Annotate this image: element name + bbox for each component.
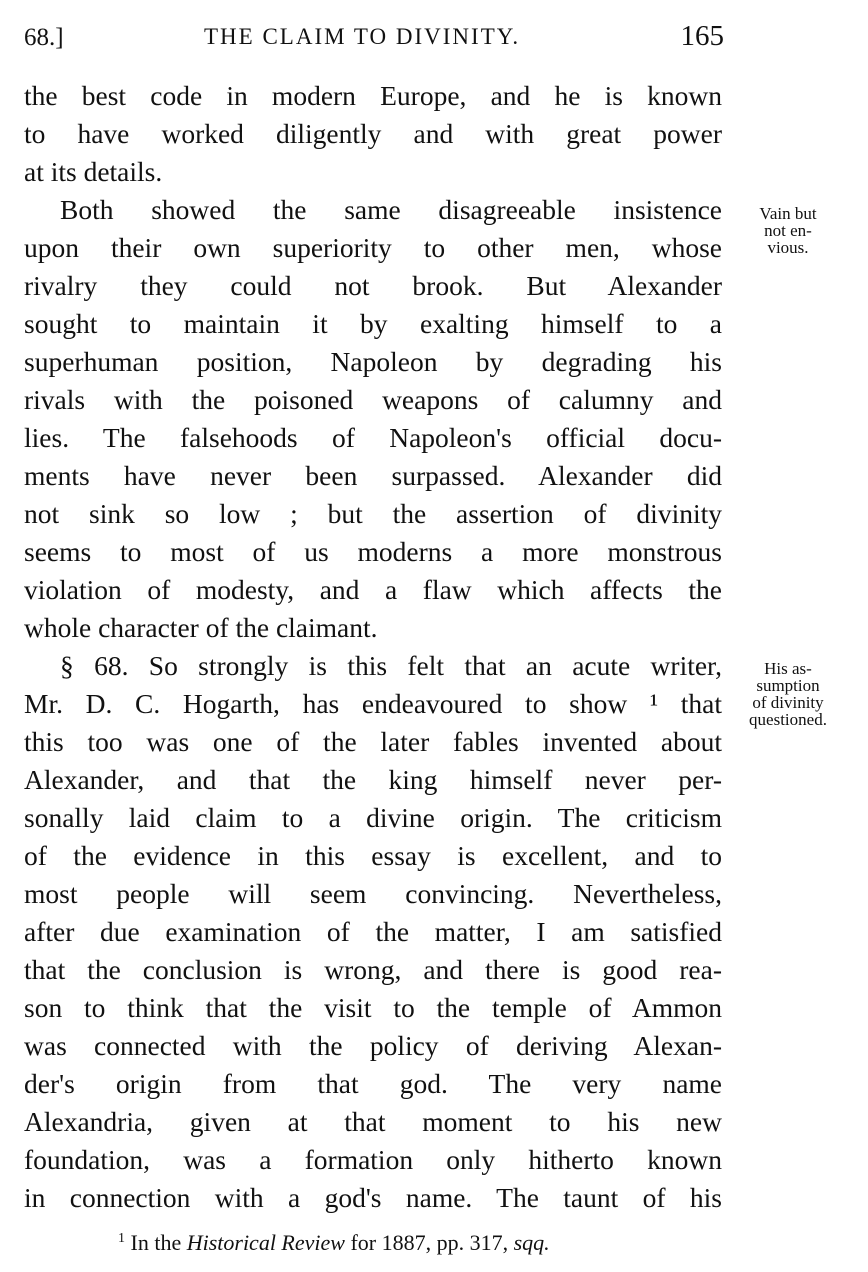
text-line: whole character of the claimant. [24, 612, 378, 643]
text-line: to have worked diligently and with great power [24, 118, 722, 149]
text-line: Alexander, and that the king himself never per- [24, 764, 722, 795]
text-line: the best code in modern Europe, and he is known [24, 80, 722, 111]
text-line: after due examination of the matter, I am satisfied [24, 916, 722, 947]
paragraph-start-line: Both showed the same disagreeable insistence [60, 194, 722, 225]
margin-note-line: of divinity [752, 693, 824, 712]
body-text [24, 77, 722, 1217]
text-line: at its details. [24, 156, 163, 187]
text-line: Alexandria, given at that moment to his new [24, 1106, 722, 1137]
text-line: son to think that the visit to the temple of Ammon [24, 992, 722, 1023]
footnote-prefix: In the [130, 1230, 187, 1255]
section-68-start-line: § 68. So strongly is this felt that an acute writer, [60, 650, 722, 681]
text-line: ments have never been surpassed. Alexander did [24, 460, 722, 491]
text-line: in connection with a god's name. The taunt of his [24, 1182, 722, 1213]
text-line: superhuman position, Napoleon by degrading his [24, 346, 722, 377]
margin-note-line: questioned. [749, 710, 827, 729]
text-line: der's origin from that god. The very name [24, 1068, 722, 1099]
margin-note-line: not en- [764, 221, 812, 240]
chapter-section-number: 68.] [24, 24, 64, 51]
footnote-journal: Historical Review [186, 1230, 345, 1255]
text-line: seems to most of us moderns a more monstrous [24, 536, 722, 567]
text-line: lies. The falsehoods of Napoleon's official docu- [24, 422, 722, 453]
text-line: upon their own superiority to other men, whose [24, 232, 722, 263]
text-line: rivals with the poisoned weapons of calumny and [24, 384, 722, 415]
text-line: not sink so low ; but the assertion of divinity [24, 498, 722, 529]
margin-note-line: Vain but [759, 204, 817, 223]
footnote-suffix: sqq. [513, 1230, 550, 1255]
text-line: Mr. D. C. Hogarth, has endeavoured to show ¹ that [24, 688, 722, 719]
text-line: violation of modesty, and a flaw which affects the [24, 574, 722, 605]
text-line: most people will seem convincing. Nevertheless, [24, 878, 722, 909]
text-line: was connected with the policy of deriving Alexan- [24, 1030, 722, 1061]
page-number: 165 [680, 20, 724, 52]
text-line: of the evidence in this essay is excellent, and to [24, 840, 722, 871]
text-line: rivalry they could not brook. But Alexander [24, 270, 722, 301]
footnote-marker: 1 [118, 1231, 125, 1246]
text-line: sought to maintain it by exalting himself to a [24, 308, 722, 339]
text-line: foundation, was a formation only hitherto known [24, 1144, 722, 1175]
margin-note-line: sumption [756, 676, 820, 695]
margin-note-vain [733, 205, 843, 256]
text-line: that the conclusion is wrong, and there is good rea- [24, 954, 722, 985]
text-line: sonally laid claim to a divine origin. The criticism [24, 802, 722, 833]
running-title: THE CLAIM TO DIVINITY. [204, 24, 521, 49]
footnote [118, 1230, 718, 1256]
footnote-middle: for 1887, pp. 317, [344, 1230, 514, 1255]
text-line: this too was one of the later fables invented about [24, 726, 722, 757]
margin-note-line: His as- [764, 659, 812, 678]
running-header [24, 20, 724, 60]
margin-note-divinity [733, 660, 843, 728]
margin-note-line: vious. [767, 238, 809, 257]
